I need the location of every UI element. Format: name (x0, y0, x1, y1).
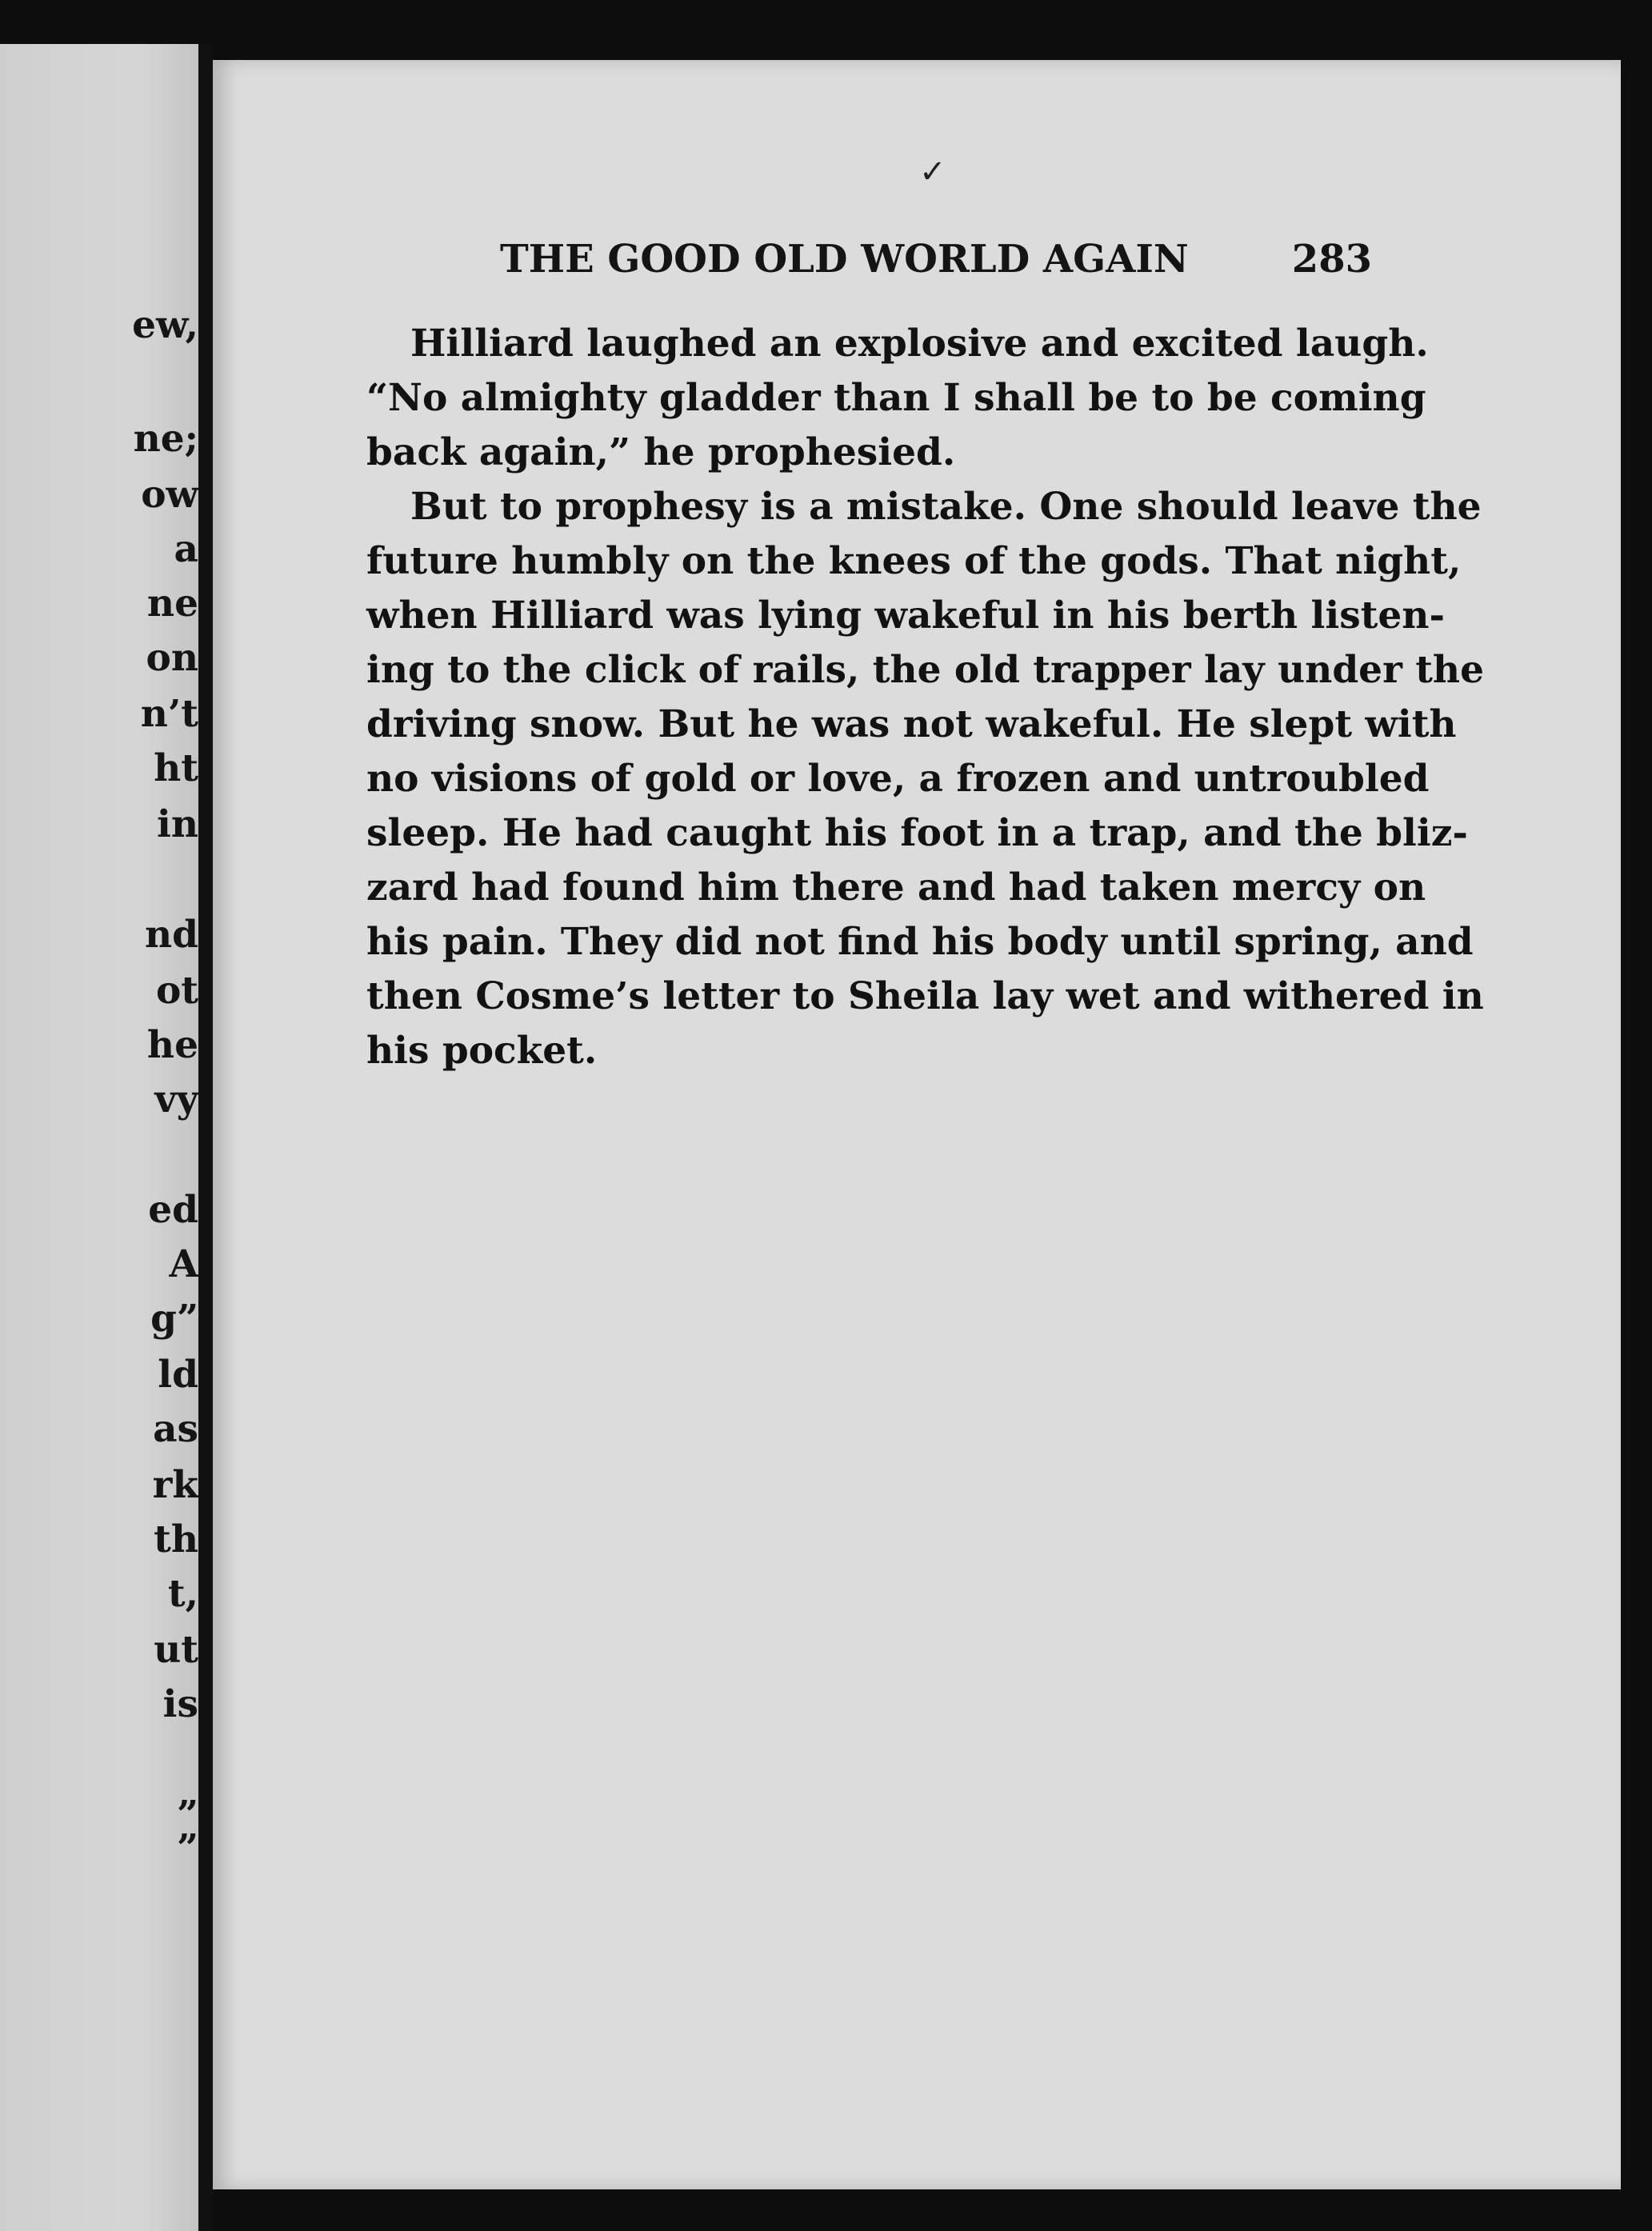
left-fragment: ew, (132, 303, 198, 347)
left-fragment: nd (144, 913, 198, 957)
text-line: ing to the click of rails, the old trapper lay under the (366, 648, 1484, 692)
left-fragment: ut (154, 1628, 198, 1672)
left-fragment: th (154, 1517, 198, 1561)
left-fragment: ot (155, 969, 198, 1013)
left-fragment: in (156, 802, 198, 846)
left-fragment: n’t (140, 692, 198, 736)
left-fragment: ht (154, 746, 198, 790)
text-line: zard had found him there and had taken mercy on (366, 866, 1426, 910)
left-fragment: ld (158, 1353, 198, 1397)
text-line: his pocket. (366, 1029, 598, 1073)
tick-mark: ✓ (919, 154, 946, 190)
text-line: Hilliard laughed an explosive and excited laugh. (410, 322, 1429, 366)
text-line: sleep. He had caught his foot in a trap, and the bliz- (366, 811, 1468, 855)
left-fragment: he (146, 1023, 198, 1067)
left-fragment: vy (154, 1078, 198, 1121)
left-fragment: ne (146, 582, 198, 626)
left-fragment: ed (148, 1188, 198, 1232)
text-line: future humbly on the knees of the gods. That night, (366, 539, 1462, 583)
book-gutter (198, 44, 213, 2231)
left-fragment: ne; (133, 417, 198, 461)
left-fragment: ” (176, 1793, 198, 1837)
left-fragment: ow (141, 473, 198, 517)
left-fragment: rk (152, 1463, 198, 1507)
text-line: driving snow. But he was not wakeful. He slept with (366, 702, 1457, 746)
text-line: then Cosme’s letter to Sheila lay wet and withered in (366, 974, 1484, 1018)
left-fragment: A (169, 1242, 198, 1286)
left-fragment: is (162, 1682, 198, 1726)
left-fragment: on (146, 636, 198, 680)
facing-page-left (0, 44, 198, 2231)
running-head-title: THE GOOD OLD WORLD AGAIN (500, 237, 1189, 282)
left-fragment: a (174, 527, 198, 571)
text-line: back again,” he prophesied. (366, 430, 956, 474)
text-line: But to prophesy is a mistake. One should leave the (410, 485, 1482, 529)
text-line: “No almighty gladder than I shall be to be coming (366, 376, 1426, 420)
text-line: his pain. They did not find his body until spring, and (366, 920, 1474, 964)
page-number: 283 (1291, 237, 1372, 282)
text-line: no visions of gold or love, a frozen and untroubled (366, 757, 1430, 801)
text-line: when Hilliard was lying wakeful in his berth listen- (366, 594, 1445, 638)
left-fragment: t, (167, 1572, 198, 1616)
left-fragment: g” (150, 1297, 198, 1341)
left-fragment: ” (176, 1826, 198, 1870)
left-fragment: as (153, 1407, 198, 1451)
